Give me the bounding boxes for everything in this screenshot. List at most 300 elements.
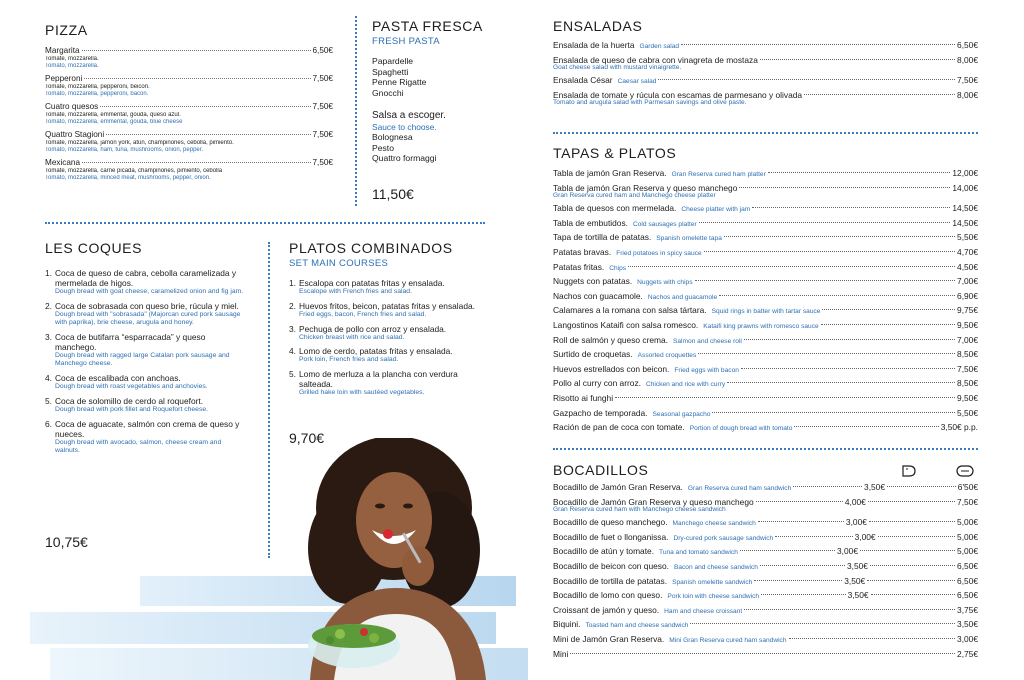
coques-item-number: 4. xyxy=(45,372,52,383)
dot-leader xyxy=(724,236,955,237)
pizza-item-row xyxy=(45,102,333,112)
tapas-item-name: Huevos estrellados con beicon. xyxy=(553,363,670,374)
bocadillos-row xyxy=(553,632,978,647)
pizza-item-desc-en: Tomato, mozzarella, ham, tuna, mushrooms, onion, pepper. xyxy=(45,146,204,153)
coques-item-translation: Dough bread with avocado, salmon, cheese cream and walnuts. xyxy=(55,438,222,454)
bocadillos-price-large: 6'50€ xyxy=(957,482,979,492)
coques-item-translation: Dough bread with ragged large Catalan pork sausage and Manchego cheese. xyxy=(55,351,230,368)
pizza-item-row xyxy=(45,130,333,140)
bocadillos-price-small: 3,50€ xyxy=(847,590,869,601)
bocadillos-row xyxy=(553,574,978,589)
coques-item xyxy=(45,373,245,391)
coques-item-number: 6. xyxy=(45,418,52,429)
dot-leader xyxy=(84,78,310,79)
divider-coques-combinados xyxy=(268,242,270,558)
coques-item xyxy=(45,396,245,414)
tapas-row xyxy=(553,333,978,348)
bocadillos-item-translation: Gran Reserva cured ham sandwich xyxy=(687,485,792,492)
combinados-item-name: Huevos fritos, beicon, patatas fritas y ensalada. xyxy=(299,300,475,311)
pizza-item-desc-en: Tomato, mozzarella, emmental, gouda, blue cheese xyxy=(45,119,183,126)
tapas-item-translation: Spanish omelette tapa xyxy=(656,235,722,243)
tapas-item-name: Tapa de tortilla de patatas. xyxy=(553,232,652,243)
tapas-item-translation: Nachos and guacamole xyxy=(647,293,718,301)
coques-item xyxy=(45,301,245,328)
pasta-type: Penne Rigatte xyxy=(372,77,427,87)
coques-item-number: 1. xyxy=(45,268,52,278)
dot-leader xyxy=(760,565,845,566)
ensaladas-title: ENSALADAS xyxy=(553,18,643,34)
coques-item-name: Coca de queso de cabra, cebolla caramelizada y mermelada de higos. xyxy=(55,268,237,288)
tapas-item-name: Ración de pan de coca con tomate. xyxy=(553,422,685,433)
dot-leader xyxy=(878,536,955,537)
combinados-item-body xyxy=(299,301,475,319)
pizza-item-name: Cuatro quesos xyxy=(45,101,99,111)
dot-leader xyxy=(100,106,310,107)
coques-item xyxy=(45,332,245,369)
coques-item-name: Coca de butifarra “esparracada” y queso manchego. xyxy=(55,331,206,352)
bocadillos-item-name: Bocadillo de Jamón Gran Reserva y queso manchego xyxy=(553,496,754,507)
dot-leader xyxy=(744,609,955,610)
bocadillos-item-translation: Gran Reserva cured ham with Manchego cheese sandwich xyxy=(553,506,726,514)
coques-item xyxy=(45,419,245,456)
tapas-item-name: Gazpacho de temporada. xyxy=(553,407,648,418)
bocadillos-item-translation: Spanish omelette sandwich xyxy=(672,578,753,586)
tapas-row xyxy=(553,318,978,333)
tapas-item-price: 9,50€ xyxy=(957,319,978,330)
dot-leader xyxy=(789,638,956,639)
dot-leader xyxy=(739,187,950,188)
combinados-item-number: 4. xyxy=(289,346,296,357)
dot-leader xyxy=(740,550,835,551)
pizza-list xyxy=(45,46,333,186)
dot-leader xyxy=(868,501,955,502)
combinados-item-body xyxy=(299,346,453,364)
bocadillos-price-large: 7,50€ xyxy=(957,496,978,507)
pizza-item-desc-es: Tomate, mozzarella. xyxy=(45,56,99,62)
pizza-item xyxy=(45,130,333,154)
coques-item-name: Coca de aguacate, salmón con crema de queso y nueces. xyxy=(55,418,240,439)
dot-leader xyxy=(752,207,950,208)
divider-tapas-bocadillos xyxy=(553,448,978,450)
dot-leader xyxy=(681,44,955,45)
bocadillos-item-translation: Pork loin with cheese sandwich xyxy=(667,593,760,601)
bocadillos-item-translation: Manchego cheese sandwich xyxy=(672,520,756,528)
dot-leader xyxy=(82,50,311,51)
pizza-item-price: 7,50€ xyxy=(312,73,333,83)
combinados-item-translation: Pork loin, French fries and salad. xyxy=(299,356,399,364)
ensaladas-item-price: 6,50€ xyxy=(957,40,978,50)
ensaladas-item-translation: Goat cheese salad with mustard vinaigrette. xyxy=(553,64,682,72)
coques-item-body xyxy=(55,373,208,391)
tapas-item-price: 7,00€ xyxy=(957,276,978,287)
dot-leader xyxy=(821,324,955,325)
tapas-item-translation: Assorted croquettes xyxy=(637,352,697,360)
coques-item-translation: Dough bread with "sobrasada" (Majorcan cured pork sausage with paprika), brie cheese, arugula and honey. xyxy=(55,310,241,327)
woman-eating-salad-photo xyxy=(290,438,502,680)
coques-title: LES COQUES xyxy=(45,240,143,256)
pizza-item-price: 7,50€ xyxy=(312,129,333,139)
bocadillos-price-large: 2,75€ xyxy=(957,648,978,659)
combinados-item-body xyxy=(299,324,446,342)
coques-item-body xyxy=(55,396,208,414)
dot-leader xyxy=(758,521,844,522)
dot-leader xyxy=(628,266,955,267)
bocadillos-price-large: 3,50€ xyxy=(957,619,978,630)
pizza-item-row xyxy=(45,158,333,168)
combinados-item-name: Lomo de cerdo, patatas fritas y ensalada. xyxy=(299,346,453,357)
combinados-title: PLATOS COMBINADOS xyxy=(289,240,453,256)
pasta-types xyxy=(372,56,426,98)
tapas-item-translation: Squid rings in batter with tartar sauce xyxy=(711,308,821,316)
bocadillos-item-name: Bocadillo de tortilla de patatas. xyxy=(553,575,668,586)
tapas-item-translation: Gran Reserva cured ham and Manchego cheese platter xyxy=(553,192,716,200)
ensaladas-row xyxy=(553,38,978,53)
bocadillos-title: BOCADILLOS xyxy=(553,462,649,478)
combinados-list xyxy=(289,278,489,402)
tapas-row xyxy=(553,362,978,377)
pizza-item-desc-es: Tomate, mozzarella, pepperoni, beicon. xyxy=(45,83,150,90)
bocadillos-price-large: 5,00€ xyxy=(957,546,978,557)
pasta-sauce: Quattro formaggi xyxy=(372,153,437,163)
tapas-item-translation: Salmon and cheese roll xyxy=(672,337,742,345)
pizza-item xyxy=(45,102,333,126)
pizza-item-desc-en: Tomato, mozzarella, minced meat, mushrooms, pepper, onion. xyxy=(45,174,211,181)
combinados-item-body xyxy=(299,278,445,296)
bocadillos-price-small: 3,00€ xyxy=(837,546,858,557)
dot-leader xyxy=(106,134,310,135)
bocadillos-row xyxy=(553,647,978,662)
dot-leader xyxy=(754,580,842,581)
tapas-item-name: Tabla de jamón Gran Reserva y queso manchego xyxy=(553,182,738,193)
divider-ensaladas-tapas xyxy=(553,132,978,134)
dot-leader xyxy=(760,59,955,60)
dot-leader xyxy=(690,623,955,624)
bocadillos-price-large: 6,50€ xyxy=(957,575,979,586)
tapas-row xyxy=(553,216,978,231)
bocadillos-item-name: Bocadillo de atún y tomate. xyxy=(553,546,655,557)
tapas-row xyxy=(553,391,978,406)
pasta-sauce-title: Salsa a escoger. xyxy=(372,110,446,121)
bocadillos-price-large: 3,00€ xyxy=(957,633,978,644)
bocadillos-item-name: Bocadillo de fuet o llonganissa. xyxy=(553,531,669,542)
bocadillos-item-name: Croissant de jamón y queso. xyxy=(553,604,660,615)
tapas-item-name: Surtido de croquetas. xyxy=(553,349,633,360)
ensaladas-item-price: 7,50€ xyxy=(957,75,978,86)
coques-item-name: Coca de sobrasada con queso brie, rúcula y miel. xyxy=(55,300,239,311)
tapas-row xyxy=(553,376,978,391)
tapas-item-translation: Kataifi king prawns with romesco sauce xyxy=(703,322,819,330)
pizza-item-name: Margarita xyxy=(45,46,80,55)
tapas-item-translation: Fried potatoes in spicy sauce xyxy=(616,249,702,257)
coques-item-body xyxy=(55,301,245,328)
tapas-item-price: 14,50€ xyxy=(952,203,978,214)
tapas-item-price: 14,00€ xyxy=(952,182,978,193)
dot-leader xyxy=(698,353,955,354)
tapas-item-translation: Chicken and rice with curry xyxy=(645,381,726,389)
pizza-title: PIZZA xyxy=(45,22,88,38)
combinados-item-translation: Chicken breast with rice and salad. xyxy=(299,333,405,341)
ensaladas-item-price: 8,00€ xyxy=(957,89,978,100)
dot-leader xyxy=(887,486,956,487)
coques-list xyxy=(45,268,245,460)
pizza-item xyxy=(45,158,333,182)
tapas-item-price: 8,50€ xyxy=(957,349,978,360)
dot-leader xyxy=(695,280,956,281)
pasta-title: PASTA FRESCA xyxy=(372,18,483,34)
dot-leader xyxy=(719,295,955,296)
bocadillos-item-name: Mini de Jamón Gran Reserva. xyxy=(553,633,665,644)
tapas-item-translation: Cheese platter with jam xyxy=(681,206,751,214)
ensaladas-item-name: Ensalada de la huerta xyxy=(553,40,635,50)
combinados-item-name: Pechuga de pollo con arroz y ensalada. xyxy=(299,323,447,334)
pasta-sauce: Pesto xyxy=(372,142,394,153)
tapas-row xyxy=(553,303,978,318)
tapas-item-price: 5,50€ xyxy=(957,232,978,243)
pizza-item-desc-en: Tomato, mozzarella, pepperoni, bacon. xyxy=(45,91,149,98)
ensaladas-row xyxy=(553,73,978,88)
dot-leader xyxy=(870,565,955,566)
bocadillos-item-name: Bocadillo de lomo con queso. xyxy=(553,590,663,601)
combinados-subtitle: SET MAIN COURSES xyxy=(289,258,389,269)
tapas-item-name: Tabla de jamón Gran Reserva. xyxy=(553,168,667,178)
bocadillos-row xyxy=(553,603,978,618)
bocadillos-item-translation: Dry-cured pork sausage sandwich xyxy=(673,534,774,542)
dot-leader xyxy=(727,382,955,383)
tapas-row xyxy=(553,289,978,304)
ensaladas-list xyxy=(553,38,978,108)
coques-price: 10,75€ xyxy=(45,534,88,550)
dot-leader xyxy=(867,580,955,581)
tapas-item-name: Nuggets con patatas. xyxy=(553,276,633,287)
combinados-item-translation: Grilled hake loin with sautéed vegetables. xyxy=(299,389,425,397)
bocadillos-item-name: Bocadillo de beicon con queso. xyxy=(553,560,669,571)
bocadillos-price-small: 3,50€ xyxy=(844,575,866,586)
tapas-item-price: 5,50€ xyxy=(957,407,978,418)
tapas-item-name: Langostinos Kataifi con salsa romesco. xyxy=(553,319,699,330)
combinados-item xyxy=(289,324,489,342)
bocadillos-price-small: 3,00€ xyxy=(845,517,867,528)
dot-leader xyxy=(869,521,955,522)
bocadillos-row xyxy=(553,588,978,603)
tapas-item-name: Calamares a la romana con salsa tártara. xyxy=(553,305,707,316)
dot-leader xyxy=(794,426,938,427)
pasta-price: 11,50€ xyxy=(372,186,414,202)
tapas-item-name: Risotto ai funghi xyxy=(553,392,614,403)
bocadillos-price-large: 5,00€ xyxy=(957,517,979,528)
pizza-item-row xyxy=(45,74,333,84)
combinados-item-number: 5. xyxy=(289,369,296,380)
combinados-item-translation: Fried eggs, bacon, French fries and salad. xyxy=(299,310,427,318)
combinados-item-name: Lomo de merluza a la plancha con verdura salteada. xyxy=(299,369,458,390)
tapas-item-translation: Cold sausages platter xyxy=(632,220,697,228)
bocadillos-price-large: 6,50€ xyxy=(957,560,979,571)
coques-item-translation: Dough bread with roast vegetables and anchovies. xyxy=(55,382,208,390)
combinados-item-number: 2. xyxy=(289,300,296,311)
coques-item-number: 2. xyxy=(45,300,52,311)
tapas-item-translation: Chips xyxy=(609,264,627,272)
tapas-item-name: Roll de salmón y queso crema. xyxy=(553,334,668,345)
coques-item-translation: Dough bread with pork fillet and Roquefort cheese. xyxy=(55,405,209,413)
dot-leader xyxy=(704,251,955,252)
pasta-type: Gnocchi xyxy=(372,87,404,98)
tapas-row xyxy=(553,245,978,260)
combinados-item xyxy=(289,278,489,296)
ensaladas-item-name: Ensalada César xyxy=(553,75,613,86)
bocadillos-price-small: 3,00€ xyxy=(854,531,876,542)
pasta-type: Spaghetti xyxy=(372,66,409,77)
bocadillos-row xyxy=(553,515,978,530)
tapas-item-name: Pollo al curry con arroz. xyxy=(553,378,641,389)
dot-leader xyxy=(699,222,951,223)
tapas-row xyxy=(553,347,978,362)
tapas-item-price: 12,00€ xyxy=(952,168,978,178)
combinados-item xyxy=(289,301,489,319)
pizza-item-desc-es: Tomate, mozzarella, carne picada, champiñones, pimiento, cebolla xyxy=(45,167,223,174)
tapas-item-name: Patatas bravas. xyxy=(553,246,612,257)
bocadillos-row xyxy=(553,544,978,559)
pizza-item-desc-es: Tomate, mozzarella, emmental, gouda, queso azul. xyxy=(45,111,181,118)
dot-leader xyxy=(793,486,862,487)
pizza-item-price: 6,50€ xyxy=(312,46,333,55)
bocadillos-item-translation: Bacon and cheese sandwich xyxy=(673,563,758,571)
pizza-item xyxy=(45,46,333,70)
combinados-item-name: Escalopa con patatas fritas y ensalada. xyxy=(299,278,445,288)
pizza-item-name: Pepperoni xyxy=(45,73,83,83)
tapas-item-name: Tabla de embutidos. xyxy=(553,217,628,228)
coques-item-number: 3. xyxy=(45,331,52,342)
dot-leader xyxy=(744,339,955,340)
pasta-sauce: Bolognesa xyxy=(372,132,413,142)
bocadillos-item-name: Biquini. xyxy=(553,619,581,630)
combinados-item-number: 1. xyxy=(289,278,296,288)
pasta-sauces xyxy=(372,132,436,164)
coques-item-name: Coca de solomillo de cerdo al roquefort. xyxy=(55,395,204,406)
tapas-item-name: Tabla de quesos con mermelada. xyxy=(553,203,677,214)
pasta-sauce-subtitle: Sauce to choose. xyxy=(372,122,437,132)
coques-item-body xyxy=(55,332,245,369)
tapas-item-name: Patatas fritas. xyxy=(553,261,605,272)
pizza-item-desc-es: Tomate, mozzarella, jamón york, atún, champiñones, cebolla, pimiento. xyxy=(45,139,234,146)
tapas-item-price: 3,50€ p.p. xyxy=(940,422,978,433)
combinados-item xyxy=(289,369,489,397)
coques-item-name: Coca de escalibada con anchoas. xyxy=(55,372,181,383)
pasta-subtitle: FRESH PASTA xyxy=(372,36,440,47)
tapas-item-price: 4,50€ xyxy=(957,261,978,272)
ensaladas-item-price: 8,00€ xyxy=(957,54,978,65)
ensaladas-item-name: Ensalada de queso de cabra con vinagreta de mostaza xyxy=(553,54,758,65)
bocadillos-item-name: Mini xyxy=(553,648,569,659)
bocadillos-item-translation: Tuna and tomato sandwich xyxy=(659,549,738,557)
combinados-item-number: 3. xyxy=(289,323,296,334)
dot-leader xyxy=(822,309,955,310)
pizza-item-name: Quattro Stagioni xyxy=(45,129,105,139)
pizza-item xyxy=(45,74,333,98)
dot-leader xyxy=(570,653,955,654)
tapas-item-price: 6,90€ xyxy=(957,290,978,301)
dot-leader xyxy=(804,94,955,95)
ensaladas-item-translation: Caesar salad xyxy=(617,78,657,86)
bocadillos-row xyxy=(553,559,978,574)
coques-item-translation: Dough bread with goat cheese, caramelized onion and fig jam. xyxy=(55,288,244,295)
tapas-item-translation: Fried eggs with bacon xyxy=(674,366,739,374)
tapas-item-price: 8,50€ xyxy=(957,378,978,389)
tapas-list xyxy=(553,166,978,435)
coques-item-body xyxy=(55,268,245,296)
tapas-row xyxy=(553,260,978,275)
pizza-item-desc-en: Tomato, mozzarella. xyxy=(45,63,99,70)
pizza-item-price: 7,50€ xyxy=(312,101,333,111)
bocadillos-price-large: 5,00€ xyxy=(957,531,978,542)
pizza-item-price: 7,50€ xyxy=(312,157,333,167)
bocadillos-list xyxy=(553,480,978,661)
dot-leader xyxy=(761,594,846,595)
dot-leader xyxy=(768,172,951,173)
dot-leader xyxy=(775,536,852,537)
dot-leader xyxy=(871,594,956,595)
dot-leader xyxy=(712,412,955,413)
dot-leader xyxy=(860,550,955,551)
bocadillos-price-large: 6,50€ xyxy=(957,590,978,601)
bocadillos-item-translation: Ham and cheese croissant xyxy=(664,607,743,615)
divider-pizza-pasta xyxy=(355,16,357,206)
tapas-item-price: 4,70€ xyxy=(957,246,978,257)
combinados-item-translation: Escalope with French fries and salad. xyxy=(299,288,412,295)
combinados-item xyxy=(289,346,489,364)
bocadillos-row xyxy=(553,530,978,545)
tapas-title: TAPAS & PLATOS xyxy=(553,145,677,161)
half-baguette-icon xyxy=(900,464,918,478)
tapas-item-price: 9,75€ xyxy=(957,305,978,316)
tapas-item-price: 9,50€ xyxy=(957,392,978,403)
bocadillos-price-small: 4,00€ xyxy=(844,496,866,507)
dot-leader xyxy=(658,79,955,80)
bocadillos-row xyxy=(553,617,978,632)
ensaladas-item-translation: Garden salad xyxy=(639,43,680,50)
tapas-row xyxy=(553,230,978,245)
tapas-item-price: 7,00€ xyxy=(957,334,978,345)
dot-leader xyxy=(82,162,310,163)
dot-leader xyxy=(741,368,955,369)
combinados-item-body xyxy=(299,369,489,397)
coques-item-body xyxy=(55,419,245,456)
tapas-item-translation: Gran Reserva cured ham platter xyxy=(671,171,766,178)
bocadillos-price-large: 3,75€ xyxy=(957,604,978,615)
tapas-row xyxy=(553,201,978,216)
combinados-price: 9,70€ xyxy=(289,430,325,446)
bocadillos-item-name: Bocadillo de queso manchego. xyxy=(553,517,668,528)
tapas-row xyxy=(553,420,978,435)
tapas-item-translation: Nuggets with chips xyxy=(637,279,693,287)
tapas-item-price: 7,50€ xyxy=(957,363,978,374)
dot-leader xyxy=(756,501,843,502)
tapas-row xyxy=(553,166,978,181)
pizza-item-row xyxy=(45,46,333,56)
dot-leader xyxy=(615,397,955,398)
divider-top-left xyxy=(45,222,485,224)
full-baguette-icon xyxy=(955,464,975,478)
tapas-item-name: Nachos con guacamole. xyxy=(553,290,643,301)
bocadillos-item-translation: Toasted ham and cheese sandwich xyxy=(585,622,689,630)
coques-item-number: 5. xyxy=(45,395,52,406)
tapas-item-translation: Seasonal gazpacho xyxy=(652,410,711,418)
bocadillos-item-name: Bocadillo de Jamón Gran Reserva. xyxy=(553,482,683,492)
bocadillos-price-small: 3,50€ xyxy=(846,560,868,571)
tapas-item-translation: Portion of dough bread with tomato xyxy=(689,425,793,433)
ensaladas-item-name: Ensalada de tomate y rúcula con escamas de parmesano y olivada xyxy=(553,89,803,100)
ensaladas-item-translation: Tomato and arugula salad with Parmesan savings and olive paste. xyxy=(553,99,747,107)
tapas-row xyxy=(553,406,978,421)
pizza-item-name: Mexicana xyxy=(45,157,81,167)
